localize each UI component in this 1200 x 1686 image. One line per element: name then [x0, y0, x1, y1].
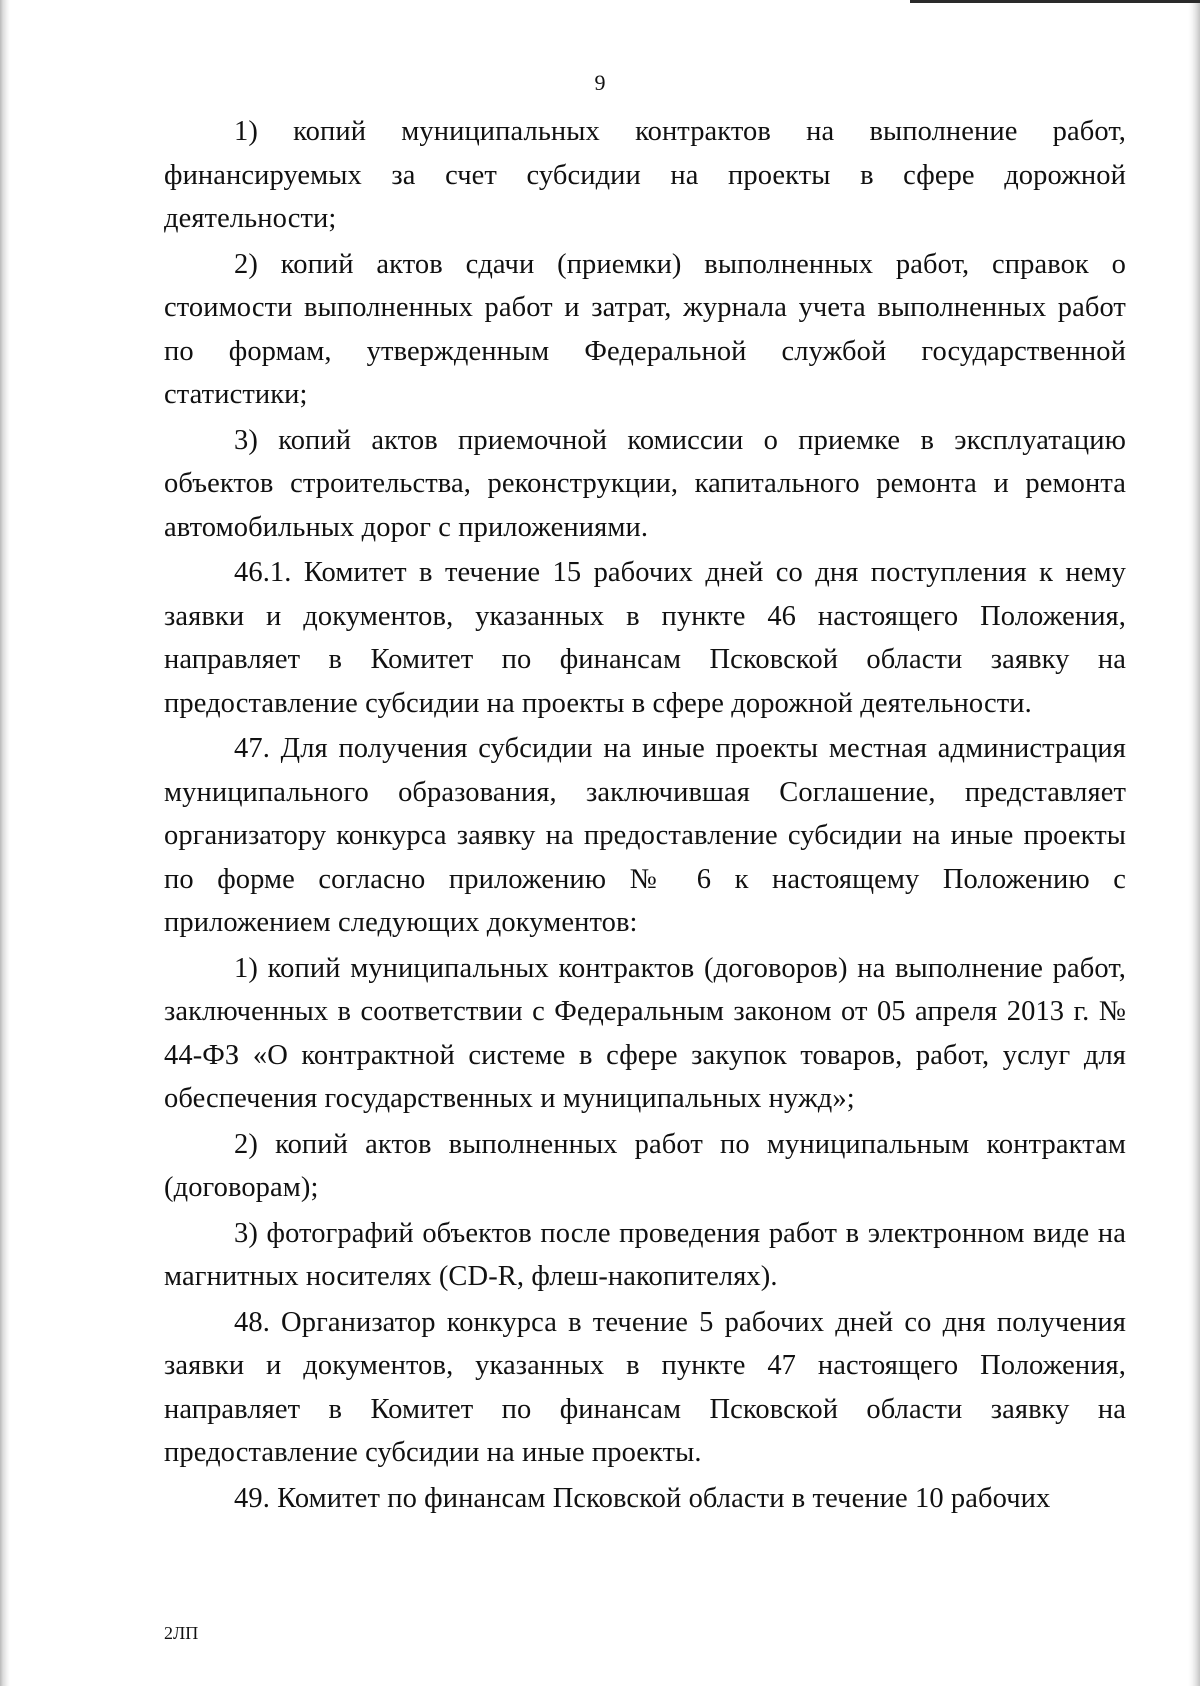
paragraph-46-1: 46.1. Комитет в течение 15 рабочих дней со дня поступления к нему заявки и документов, указанных в пункте 46 настоящего Положения, направляет в Комитет по финансам Псковской области заявку на предоставление субсидии на проекты в сфере дорожной деятельности.: [164, 557, 1126, 719]
footer-code: 2ЛП: [164, 1623, 199, 1643]
paragraph-48: 48. Организатор конкурса в течение 5 рабочих дней со дня получения заявки и документов, указанных в пункте 47 настоящего Положения, направляет в Комитет по финансам Псковской области заявку на предоставление субсидии на иные проекты.: [164, 1306, 1126, 1468]
paragraph-item-3: 3) копий актов приемочной комиссии о приемке в эксплуатацию объектов строительства, реконструкции, капитального ремонта и ремонта автомобильных дорог с приложениями.: [164, 424, 1126, 543]
scan-edge-right: [1188, 0, 1200, 1686]
paragraph-47: 47. Для получения субсидии на иные проекты местная администрация муниципального образования, заключившая Соглашение, представляет организатору конкурса заявку на предоставление субсидии на иные проекты по форме согласно приложению № 6 к настоящему Положению с приложением следующих документов:: [164, 733, 1126, 938]
scan-top-line: [910, 0, 1200, 3]
scan-edge-left: [0, 0, 10, 1686]
paragraph-item-2: 2) копий актов сдачи (приемки) выполненных работ, справок о стоимости выполненных работ и затрат, журнала учета выполненных работ по формам, утвержденным Федеральной службой государственной статистики;: [164, 248, 1126, 410]
paragraph-47-item-2: 2) копий актов выполненных работ по муниципальным контрактам (договорам);: [164, 1128, 1126, 1203]
paragraph-item-1: 1) копий муниципальных контрактов на выполнение работ, финансируемых за счет субсидии на проекты в сфере дорожной деятельности;: [164, 116, 1126, 234]
paragraph-49: 49. Комитет по финансам Псковской области в течение 10 рабочих: [234, 1482, 1051, 1514]
paragraph-47-item-1: 1) копий муниципальных контрактов (договоров) на выполнение работ, заключенных в соответствии с Федеральным законом от 05 апреля 2013 г. № 44-ФЗ «О контрактной системе в сфере закупок товаров, работ, услуг для обеспечения государственных и муниципальных нужд»;: [164, 952, 1126, 1114]
paragraph-47-item-3: 3) фотографий объектов после проведения работ в электронном виде на магнитных носителях (CD-R, флеш-накопителях).: [164, 1217, 1126, 1292]
document-body: [164, 110, 1126, 1522]
page-number: 9: [594, 70, 606, 95]
